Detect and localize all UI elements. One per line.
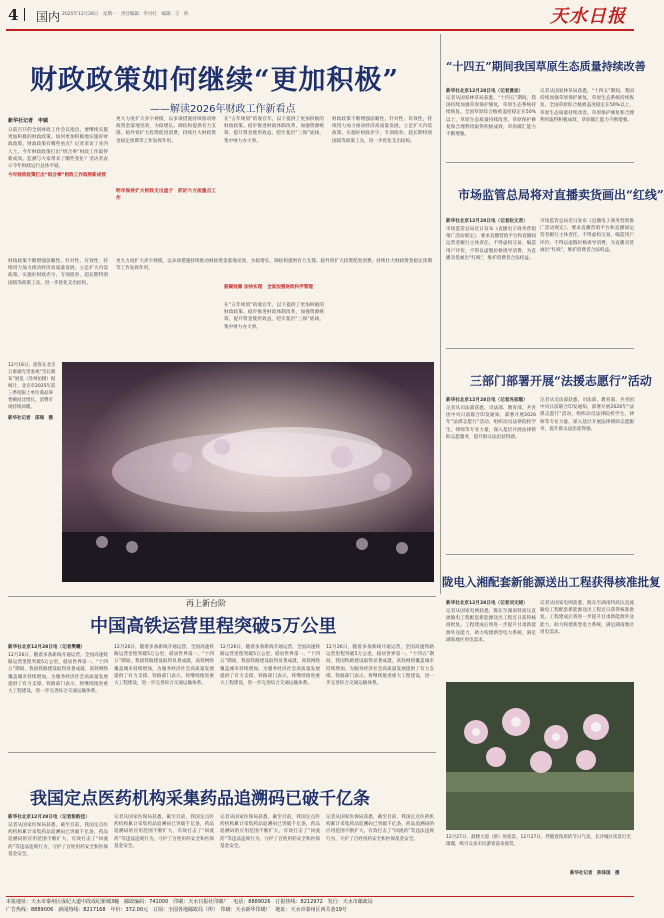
lead-subhead-3: 振聚财源 加快实现 全面加强财政科学管理 <box>224 284 324 300</box>
grass-text: 记者从国家林草局获悉，“十四五”期间，我国持续加强草原保护修复，草原生态系统持续恢复。全国草原综合植被盖度稳定在50%以上，草原生态质量持续改善，草原保护修复和合理利用取得积极成效，草原碳汇能力不断增强。 <box>446 96 536 138</box>
masthead <box>0 0 640 30</box>
header-rule <box>6 29 634 31</box>
divider <box>446 162 634 163</box>
photo-caption-box <box>8 362 58 582</box>
flower-photo-image <box>446 682 634 830</box>
grass-dateline: 新华社北京12月28日电（记者黄垚） <box>446 89 524 94</box>
market-title: 市场监管总局将对直播卖货画出“红线” <box>458 188 664 202</box>
law-text: 记者从司法部获悉，司法部、教育部、共青团中央日前联合印发通知，部署开展2026年“法援志愿行”活动，组织动员法律院校学生、律师等专业力量，深入基层开展法律援助志愿服务，提升群众法治获得感。 <box>446 406 536 440</box>
section-name: 国内 <box>36 10 61 24</box>
exhibition-photo-image <box>62 362 434 582</box>
lead-subhead-2: 明年保持扩大财政支出盘子 抓好六方面重点工作 <box>116 188 216 204</box>
lead-col3-continued: 在“五年规划”的收官年，以下提供了更加积极的财政政策。稳步推进财政体制改革，加强资源统筹，提升资金使用效益，兜牢基层“三保”底线，集中财力办大事。 <box>224 303 324 330</box>
rail-text-2: 12月26日，随着多条新线开通运营，全国高速铁路运营里程突破5万公里，稳居世界第一。“十四五”期间，我国铁路建设取得显著成就，高铁网络覆盖城市持续增加，为服务经济社会高质量发展提供了有力支撑。铁路部门表示，将继续推进重大工程建设，进一步完善综合交通运输体系。 <box>114 645 214 687</box>
power-text-2: 记者从国家电网获悉，陇东至湖南特高压直流输电工程配套新能源送出工程近日获得核准批复。工程建成后将进一步提升甘肃新能源外送能力，助力构建新型电力系统，满足湖南地区用电需求。 <box>540 601 634 635</box>
rail-kicker: 再上新台阶 <box>186 599 226 608</box>
power-title: 陇电入湘配套新能源送出工程获得核准批复 <box>442 575 661 589</box>
medical-dateline: 新华社北京12月28日电（记者彭韵佳） <box>8 815 90 820</box>
power-dateline: 新华社北京12月28日电（记者刘文晓） <box>446 601 528 606</box>
power-text: 记者从国家电网获悉，陇东至湖南特高压直流输电工程配套新能源送出工程近日获得核准批复。工程建成后将进一步提升甘肃新能源外送能力，助力构建新型电力系统，满足湖南地区用电需求。 <box>446 609 536 643</box>
market-dateline: 新华社北京12月28日电（记者赵文君） <box>446 219 528 224</box>
rail-title: 中国高铁运营里程突破5万公里 <box>90 616 337 637</box>
lead-col1: 日前召开的全国财政工作会议指出，要继续实施更加积极的财政政策。如何更加积极地实施好财政政策、财政政策有哪些看点？记者采访了业内人士。今年财政政策打出“组合拳”财政工作取得新成效。监测与大家带来了哪些变化？受访者表示今年财政运行总体平稳。 <box>8 128 108 170</box>
lead-col1-continued: 财政政策不断增强前瞻性、针对性、有效性，持续用力加力推动经济高质量发展。立足扩大内需政策、实施好财政赤字、专项债券、超长期特别国债等政策工具，进一步优化支出结构。 <box>8 259 108 286</box>
footer-line-1: 本报地址：天水市秦州区成纪大道中段成纪新城3幢 邮政编码：741000 印刷：天水日报社印刷厂 电话：8889026 订报热线：8212972 发行：天水市邮政局 <box>6 899 373 905</box>
page-number: 4 <box>8 6 19 24</box>
market-text: 市场监管总局近日发布《直播电子商务营销推广活动规定》，要求直播营销平台和直播间运营者履行主体责任，不得虚构交易、编造用户评价，不得以虚假价格诱导消费，为直播卖货画出“红线”，维护消费者合法权益。 <box>446 227 536 261</box>
medical-title: 我国定点医药机构采集药品追溯码已破千亿条 <box>30 789 370 809</box>
footer-line-2: 广告热线：8889006 新闻热线：8217168 年价：372.00元 订阅：全国各地邮政局（所） 印刷：天水新华印刷厂 地址：天水市秦州区西关巷19号 <box>6 907 347 913</box>
divider <box>446 554 634 555</box>
footer-rule <box>6 896 634 897</box>
photo-credit: 新华社记者 邵瑞 摄 <box>8 416 53 421</box>
issue-meta: 2025年12月26日 星期一 责任编辑：罗丹红 编辑：王 昕 <box>62 12 189 17</box>
law-title: 三部门部署开展“法援志愿行”活动 <box>470 374 652 388</box>
divider <box>446 348 634 349</box>
power-photo <box>446 682 634 830</box>
photo-caption: 12月16日，游客在北京万象湖光里参观“雪后瀑布”展览（苏州拍摄）据统计，北京市2025年前三季度限上单位商品零售额同比增长，消费市场持续回暖。 <box>8 363 56 410</box>
power-photo-credit: 新华社记者 陈泽国 摄 <box>570 871 620 876</box>
rail-text-3: 12月26日，随着多条新线开通运营，全国高速铁路运营里程突破5万公里，稳居世界第一。“十四五”期间，我国铁路建设取得显著成就，高铁网络覆盖城市持续增加，为服务经济社会高质量发展提供了有力支撑。铁路部门表示，将继续推进重大工程建设，进一步完善综合交通运输体系。 <box>220 645 320 687</box>
lead-col-continued: 更大力度扩大赤字规模，以多项措施持续推动财政资金落地见效，为稳增长、调结构提供有力支撑。稳外贸扩大投资促进消费，持续壮大财政资金稳定预期等工作发挥作用。 <box>116 259 432 272</box>
market-text-2: 市场监管总局近日发布《直播电子商务营销推广活动规定》，要求直播营销平台和直播间运营者履行主体责任，不得虚构交易、编造用户评价，不得以虚假价格诱导消费，为直播卖货画出“红线”，维护消费者合法权益。 <box>540 219 634 253</box>
rail-text-4: 12月26日，随着多条新线开通运营，全国高速铁路运营里程突破5万公里，稳居世界第一。“十四五”期间，我国铁路建设取得显著成就，高铁网络覆盖城市持续增加，为服务经济社会高质量发展提供了有力支撑。铁路部门表示，将继续推进重大工程建设，进一步完善综合交通运输体系。 <box>326 645 434 687</box>
medical-text-3: 记者从国家医保局获悉，截至目前，我国定点医药机构累计采集药品追溯码已突破千亿条，药品追溯码的应用范围不断扩大，有效打击了“回流药”等违法违规行为，守护了百姓用药安全和医保基金安全。 <box>220 815 320 849</box>
medical-text-2: 记者从国家医保局获悉，截至目前，我国定点医药机构累计采集药品追溯码已突破千亿条，药品追溯码的应用范围不断扩大，有效打击了“回流药”等违法违规行为，守护了百姓用药安全和医保基金安全。 <box>114 815 214 849</box>
lead-subtitle: ——解读2026年财政工作新看点 <box>150 104 296 115</box>
footer <box>0 898 640 918</box>
divider <box>8 752 436 753</box>
lead-col4: 财政政策不断增强前瞻性、针对性、有效性，持续用力加力推动经济高质量发展。立足扩大内需政策、实施好财政赤字、专项债券、超长期特别国债等政策工具，进一步优化支出结构。 <box>332 117 432 144</box>
power-photo-caption: 12月27日，鼓楼大道（新）的夜景。12月27日，伴随着浓厚的节日气氛，长沙城区夜景灯光璀璨，吸引众多市民游客前来观赏。 <box>446 835 631 847</box>
grass-text-2: 记者从国家林草局获悉，“十四五”期间，我国持续加强草原保护修复，草原生态系统持续恢复。全国草原综合植被盖度稳定在50%以上，草原生态质量持续改善，草原保护修复和合理利用取得积极成效，草原碳汇能力不断增强。 <box>540 89 634 123</box>
medical-text-4: 记者从国家医保局获悉，截至目前，我国定点医药机构累计采集药品追溯码已突破千亿条，药品追溯码的应用范围不断扩大，有效打击了“回流药”等违法违规行为，守护了百姓用药安全和医保基金安全。 <box>326 815 434 842</box>
lead-photo <box>62 362 434 582</box>
lead-byline: 新华社记者 申铖 <box>8 118 49 124</box>
lead-subhead-1: 今年财政政策打出“组合拳”财政工作取得新成效 <box>8 172 108 188</box>
lead-title: 财政政策如何继续“更加积极” <box>30 65 400 96</box>
rail-dateline: 新华社北京12月28日电（记者樊曦） <box>8 645 86 650</box>
rail-text: 12月26日，随着多条新线开通运营，全国高速铁路运营里程突破5万公里，稳居世界第一。“十四五”期间，我国铁路建设取得显著成就，高铁网络覆盖城市持续增加，为服务经济社会高质量发展提供了有力支撑。铁路部门表示，将继续推进重大工程建设，进一步完善综合交通运输体系。 <box>8 653 108 695</box>
lead-col3: 在“五年规划”的收官年，以下提供了更加积极的财政政策。稳步推进财政体制改革，加强资源统筹，提升资金使用效益，兜牢基层“三保”底线，集中财力办大事。 <box>224 117 324 144</box>
law-dateline: 新华社北京12月28日电（记者冯家顺） <box>446 398 528 403</box>
medical-text: 记者从国家医保局获悉，截至目前，我国定点医药机构累计采集药品追溯码已突破千亿条，药品追溯码的应用范围不断扩大，有效打击了“回流药”等违法违规行为，守护了百姓用药安全和医保基金安全。 <box>8 823 108 857</box>
column-rule <box>440 34 441 594</box>
divider <box>8 596 436 597</box>
newspaper-logo: 天水日报 <box>550 6 626 27</box>
lead-col2: 更大力度扩大赤字规模，以多项措施持续推动财政资金落地见效，为稳增长、调结构提供有力支撑。稳外贸扩大投资促进消费，持续壮大财政资金稳定预期等工作发挥作用。 <box>116 117 216 144</box>
law-text-2: 记者从司法部获悉，司法部、教育部、共青团中央日前联合印发通知，部署开展2026年“法援志愿行”活动，组织动员法律院校学生、律师等专业力量，深入基层开展法律援助志愿服务，提升群众法治获得感。 <box>540 398 634 432</box>
grass-title: “十四五”期间我国草原生态质量持续改善 <box>446 60 646 73</box>
divider <box>24 8 25 21</box>
